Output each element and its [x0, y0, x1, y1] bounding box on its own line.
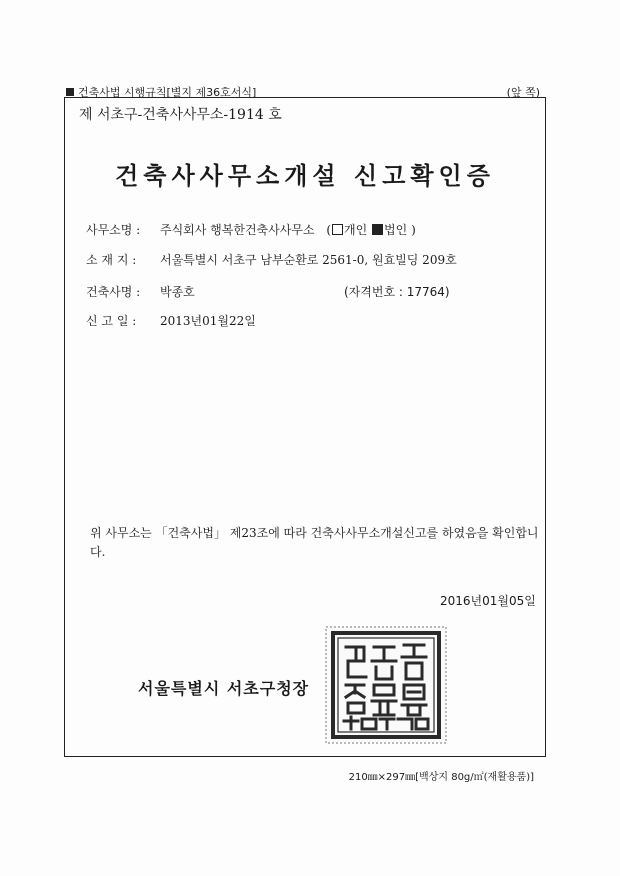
license-number: (자격번호 : 17764)	[344, 285, 450, 299]
page-side-label: (앞 쪽)	[506, 86, 540, 99]
paper-specification: 210㎜×297㎜[백상지 80g/㎡(재활용품)]	[348, 772, 534, 783]
report-date-row	[86, 312, 256, 329]
report-date-label: 신 고 일 :	[86, 314, 137, 328]
corporate-label: 법인	[384, 223, 408, 237]
document-title: 건축사사무소개설 신고확인증	[115, 161, 495, 190]
address-label: 소 재 지 :	[86, 253, 137, 267]
certificate-frame	[64, 97, 546, 757]
individual-checkbox	[332, 224, 343, 235]
address-row	[86, 251, 457, 268]
official-seal-icon	[324, 625, 448, 745]
architect-label: 건축사명 :	[86, 285, 141, 299]
office-type-close: )	[411, 223, 416, 237]
office-name-label: 사무소명 :	[86, 223, 141, 237]
registration-number: 제 서초구-건축사사무소-1914 호	[79, 107, 282, 123]
issue-date: 2016년01월05일	[440, 594, 536, 608]
form-reference-text: 건축사법 시행규칙[별지 제36호서식]	[78, 86, 257, 99]
architect-value: 박종호	[160, 285, 195, 299]
office-name-value: 주식회사 행복한건축사사무소	[160, 223, 315, 237]
report-date-value: 2013년01월22일	[160, 314, 256, 328]
office-name-row	[86, 221, 416, 238]
architect-row	[86, 283, 195, 300]
office-type-open: (	[326, 223, 332, 237]
address-value: 서울특별시 서초구 남부순환로 2561-0, 원효빌딩 209호	[160, 253, 457, 267]
confirmation-statement: 위 사무소는 「건축사법」 제23조에 따라 건축사사무소개설신고를 하였음을 확인합니다.	[90, 526, 539, 559]
square-bullet-icon	[66, 88, 74, 96]
individual-label: 개인	[344, 223, 368, 237]
corporate-checkbox-checked	[372, 224, 383, 235]
issuer-name: 서울특별시 서초구청장	[138, 679, 310, 698]
